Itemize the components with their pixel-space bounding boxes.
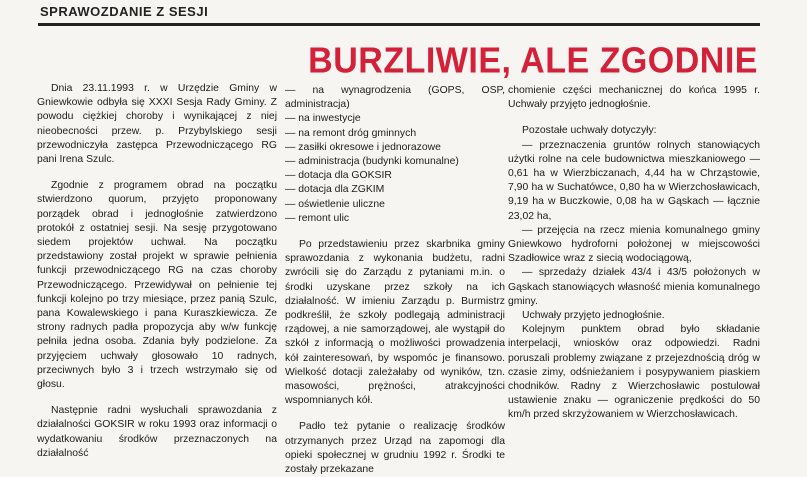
headline: BURZLIWIE, ALE ZGODNIE bbox=[308, 41, 758, 81]
paragraph: Uchwały przyjęto jednogłośnie. bbox=[522, 310, 665, 322]
list-item: — na inwestycje bbox=[285, 113, 361, 125]
list-item: — dotacja dla GOKSIR bbox=[285, 170, 392, 182]
paragraph: Zgodnie z programem obrad na początku stwierdzono quorum, przyjęto proponowany porządek obrad i jednogłośnie zatwierdzono protokół z ostatniej sesji. Na sesję przygotowano siedem projektów uchwał. Na początku przedstawiony został projekt w sprawie pełnienia funkcji przewodniczącego RG na czas choroby Przewodniczącego. Przewidywał on pełnienie tej funkcji kolejno po trzy miesiące, przez panią Szulc, pana Kowalewskiego i pana Kuraszkiewicza. Ze strony radnych padła propozycja aby w/w funkcję pełniła jedna osoba. Zdania były podzielone. Za przyjęciem uchwały głosowało 10 radnych, przeciwnych było 3 i trzech wstrzymało się od głosu. bbox=[37, 180, 277, 391]
list-item: — na remont dróg gminnych bbox=[285, 127, 417, 139]
paragraph: Po przedstawieniu przez skarbnika gminy sprawozdania z wykonania budżetu, radni zwrócili się do Zarządu z pytaniami m.in. o środki uzyskane przez szkoły na ich działalność. W imieniu Zarządu p. Burmistrz podkreślił, że szkoły podlegają administracji rządowej, a nie samorządowej, ale wystąpił do szkół z informacją o możliwości prowadzenia kół zainteresowań, by wspomóc je finansowo. Wielkość dotacji zależałaby od wyników, tzn. masowości, prężności, atrakcyjności wspomnianych kół. bbox=[285, 239, 505, 407]
paragraph: Kolejnym punktem obrad było składanie interpelacji, wniosków oraz odpowiedzi. Radni poruszali problemy związane z przejezdnością dróg w czasie zimy, odśnieżaniem i posypywaniem piaskiem chodników. Radny z Wierzchosławic postulował ustawienie znaku — ograniczenie prędkości do 50 km/h przed skrzyżowaniem w Wierzchosławicach. bbox=[508, 324, 760, 421]
column-1 bbox=[37, 82, 277, 461]
paragraph: Dnia 23.11.1993 r. w Urzędzie Gminy w Gniewkowie odbyła się XXXI Sesja Rady Gminy. Z powodu ciężkiej choroby i wynikającej z niej nieobecności przew. p. Przybylskiego sesji przewodniczyła zastępca Przewodniczącego RG pani Irena Szulc. bbox=[37, 83, 277, 166]
top-rule bbox=[38, 23, 760, 26]
list-intro: — na wynagrodzenia (GOPS, OSP, administracja) bbox=[285, 85, 505, 111]
list-item: — administracja (budynki komunalne) bbox=[285, 156, 459, 168]
paragraph: — przejęcia na rzecz mienia komunalnego gminy Gniewkowo hydroforni położonej w miejscowości Szadłowice wraz z siecią wodociągową, bbox=[508, 224, 760, 265]
list-item: — remont ulic bbox=[285, 212, 350, 224]
column-3 bbox=[508, 84, 760, 423]
list-item: — zasiłki okresowe i jednorazowe bbox=[285, 141, 441, 153]
paragraph: chomienie części mechanicznej do końca 1995 r. Uchwały przyjęto jednogłośnie. bbox=[508, 85, 760, 111]
paragraph: Padło też pytanie o realizację środków otrzymanych przez Urząd na zapomogi dla opieki społecznej w grudniu 1992 r. Środki te zostały przekazane bbox=[285, 421, 505, 476]
paragraph: Pozostałe uchwały dotyczyły: bbox=[522, 125, 657, 137]
paragraph: — przeznaczenia gruntów rolnych stanowiących użytki rolne na cele budownictwa mieszkaniowego — 0,61 ha w Wierzbiczanach, 4,44 ha w Chrząstowie, 7,90 ha w Suchatówce, 0,80 ha w Wierzchosławicach, 9,19 ha w Buczkowie, 0,08 ha w Gąskach — łącznie 23,02 ha, bbox=[508, 139, 760, 222]
expense-list bbox=[285, 112, 505, 226]
list-item: — oświetlenie uliczne bbox=[285, 198, 385, 210]
list-item: — dotacja dla ZGKIM bbox=[285, 184, 385, 196]
column-2 bbox=[285, 84, 505, 477]
paragraph: — sprzedaży działek 43/4 i 43/5 położonych w Gąskach stanowiących własność mienia komunalnego gminy. bbox=[508, 267, 760, 307]
paragraph: Następnie radni wysłuchali sprawozdania z działalności GOKSIR w roku 1993 oraz informacji o wydatkowaniu środków przeznaczonych na działalność bbox=[37, 405, 277, 459]
section-label: SPRAWOZDANIE Z SESJI bbox=[40, 4, 209, 19]
